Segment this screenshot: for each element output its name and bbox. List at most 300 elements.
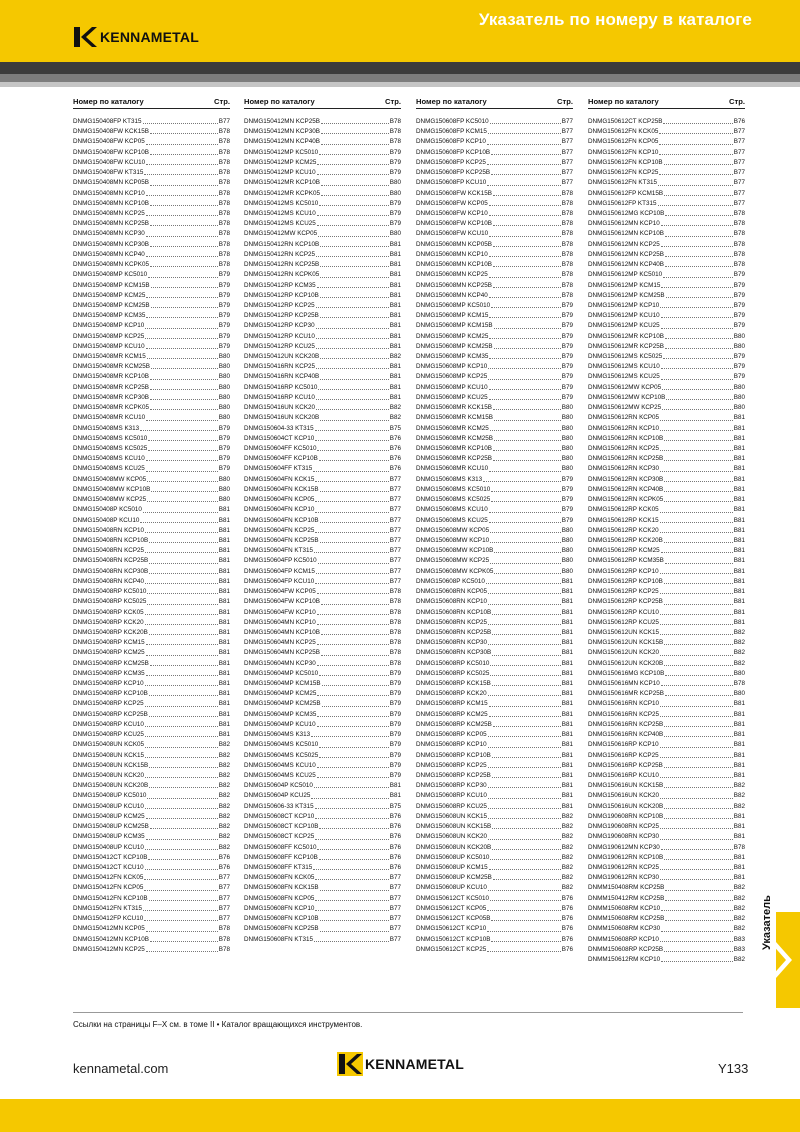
page-reference: B80: [733, 383, 745, 391]
dot-leader: [665, 229, 733, 236]
page-reference: B82: [733, 628, 745, 636]
catalog-number: DNMG150408FW KCK15B: [73, 128, 149, 136]
page-reference: B79: [389, 710, 401, 718]
index-row: [588, 659, 745, 669]
dot-leader: [660, 413, 733, 420]
dot-leader: [660, 873, 733, 880]
catalog-number: DNMG150616RN KCP10: [588, 700, 660, 708]
catalog-number: DNMG150408RN KCP10: [73, 526, 145, 534]
page-reference: B82: [733, 904, 745, 912]
dot-leader: [487, 137, 561, 144]
catalog-number: DNMG150616MR KCP25B: [588, 690, 664, 698]
page-reference: B82: [218, 802, 230, 810]
index-row: [588, 321, 745, 331]
index-row: [588, 863, 745, 873]
catalog-number: DNMM150612RM KCP10: [588, 955, 661, 963]
page-reference: B78: [561, 220, 573, 228]
index-row: [588, 362, 745, 372]
catalog-number: DNMG150412CT KCP10B: [73, 853, 148, 861]
index-row: [73, 628, 230, 638]
dot-leader: [661, 679, 733, 686]
page-reference: B79: [389, 220, 401, 228]
index-row: [73, 362, 230, 372]
catalog-number: DNMG150608RP KCM15: [416, 700, 488, 708]
page-reference: B80: [218, 414, 230, 422]
catalog-number: DNMG150408FW KCU10: [73, 158, 146, 166]
page-reference: B78: [733, 261, 745, 269]
page-reference: B77: [218, 894, 230, 902]
dot-leader: [317, 219, 389, 226]
index-row: [588, 536, 745, 546]
dot-leader: [660, 699, 733, 706]
dot-leader: [146, 669, 218, 676]
catalog-number: DNMG150608FW KCP05: [416, 199, 488, 207]
dot-leader: [316, 342, 389, 349]
catalog-number: DNMM150608RP KCP10: [588, 935, 659, 943]
index-row: [416, 699, 573, 709]
dot-leader: [489, 352, 560, 359]
index-row: [73, 516, 230, 526]
dot-leader: [146, 812, 218, 819]
dot-leader: [664, 158, 733, 165]
page-reference: B80: [733, 404, 745, 412]
index-row: [588, 832, 745, 842]
catalog-number: DNMG150416RN KCP40B: [244, 373, 320, 381]
dot-leader: [313, 464, 389, 471]
dot-leader: [664, 454, 733, 461]
catalog-number: DNMG150608RP KCP10: [416, 741, 487, 749]
page-reference: B79: [389, 669, 401, 677]
catalog-number: DNMG150608MP KCP25: [416, 373, 488, 381]
page-reference: B76: [561, 904, 573, 912]
page-reference: B79: [561, 393, 573, 401]
catalog-number: DNMG150608RN KCP30B: [416, 649, 492, 657]
page-reference: B80: [561, 536, 573, 544]
page-reference: B82: [733, 925, 745, 933]
index-row: [416, 628, 573, 638]
catalog-number: DNMG150408MW KCP10B: [73, 485, 151, 493]
index-row: [73, 117, 230, 127]
catalog-number: DNMG150608RN KCP10B: [416, 608, 492, 616]
index-row: [416, 853, 573, 863]
catalog-number: DNMG150412MP KCU10: [244, 169, 316, 177]
catalog-number: DNMG150612RP KCK20B: [588, 536, 663, 544]
catalog-number: DNMG150612MW KCP10B: [588, 393, 666, 401]
index-row: [244, 495, 401, 505]
page-reference: B81: [733, 547, 745, 555]
dot-leader: [665, 250, 733, 257]
page-reference: B76: [733, 118, 745, 125]
dot-leader: [320, 883, 389, 890]
dot-leader: [145, 618, 218, 625]
catalog-number: DNMG150412FP KCU10: [73, 915, 144, 923]
catalog-number: DNMG150612MW KCP25: [588, 404, 662, 412]
dot-leader: [317, 168, 389, 175]
dot-leader: [149, 628, 218, 635]
index-row: [244, 301, 401, 311]
dot-leader: [151, 362, 218, 369]
catalog-number: DNMG150608MP KCM35: [416, 353, 489, 361]
catalog-number: DNMG150412MR KCPK05: [244, 189, 320, 197]
index-row: [73, 434, 230, 444]
index-row: [73, 577, 230, 587]
catalog-number: DNMG150416UN KCK20B: [244, 414, 320, 422]
index-row: [416, 403, 573, 413]
page-reference: B79: [218, 332, 230, 340]
index-row: [244, 199, 401, 209]
catalog-number: DNMG150608UP KC5010: [416, 853, 490, 861]
dot-leader: [489, 464, 561, 471]
dot-leader: [660, 464, 733, 471]
catalog-number: DNMG150408MS KC5025: [73, 445, 148, 452]
catalog-number: DNMG150408RP KCM35: [73, 669, 145, 677]
index-row: [588, 699, 745, 709]
kennametal-k-icon: [72, 25, 98, 49]
dot-leader: [483, 475, 561, 482]
catalog-number: DNMG150412RN KCP25B: [244, 261, 320, 269]
catalog-number: DNMG150408RP KCM15: [73, 639, 145, 647]
catalog-number: DNMG190608RN KCP10B: [588, 812, 664, 820]
index-row: [244, 270, 401, 280]
index-row: [588, 843, 745, 853]
dot-leader: [317, 843, 388, 850]
dot-leader: [150, 178, 218, 185]
catalog-number: DNMG150408RP KCP25B: [73, 710, 148, 718]
index-row: [244, 781, 401, 791]
catalog-number: DNMG150608MN KCP05B: [416, 240, 492, 248]
catalog-number: DNMG150408UN KCK20B: [73, 782, 149, 790]
dot-leader: [660, 710, 733, 717]
index-row: [416, 516, 573, 526]
page-reference: B81: [733, 741, 745, 749]
catalog-number: DNMG150416UN KCK20: [244, 404, 316, 412]
index-row: [416, 189, 573, 199]
index-row: [416, 454, 573, 464]
page-reference: B81: [733, 516, 745, 524]
page-reference: B80: [561, 547, 573, 555]
dot-leader: [321, 137, 389, 144]
page-reference: B76: [389, 434, 401, 442]
index-row: [588, 608, 745, 618]
catalog-number: DNMG150612MG KCP10B: [588, 209, 665, 217]
page-reference: B81: [218, 659, 230, 667]
page-reference: B81: [561, 628, 573, 636]
index-row: [416, 178, 573, 188]
page-reference: B81: [389, 271, 401, 279]
catalog-number: DNMG150412MN KCP25B: [244, 118, 320, 125]
catalog-number: DNMG150408MP KCM35: [73, 312, 146, 320]
catalog-number: DNMG150608CT KCP10B: [244, 823, 319, 831]
page-reference: B81: [389, 291, 401, 299]
page-reference: B82: [218, 751, 230, 759]
catalog-number: DNMG150612RN KCPK05: [588, 496, 664, 504]
catalog-number: DNMG150604FF KT315: [244, 465, 313, 473]
catalog-number: DNMG150604MP KCM25: [244, 690, 317, 698]
side-tab-label[interactable]: Указатель: [761, 895, 773, 950]
catalog-number: DNMG150604MS KC5025: [244, 751, 319, 759]
dot-leader: [146, 342, 218, 349]
index-row: [588, 495, 745, 505]
dot-leader: [488, 587, 561, 594]
index-row: [416, 219, 573, 229]
page-reference: B81: [218, 557, 230, 565]
index-row: [416, 281, 573, 291]
dot-leader: [493, 189, 561, 196]
index-row: [244, 240, 401, 250]
dot-leader: [315, 475, 388, 482]
index-row: [244, 587, 401, 597]
index-row: [416, 372, 573, 382]
page-reference: B78: [389, 138, 401, 146]
website-link[interactable]: kennametal.com: [73, 1061, 169, 1076]
dot-leader: [318, 229, 389, 236]
catalog-number: DNMG150408MP KC5010: [73, 271, 148, 279]
catalog-number: DNMG150412CT KCU10: [73, 863, 144, 871]
index-row: [588, 168, 745, 178]
catalog-number: DNMG150612RP KCM35B: [588, 557, 664, 565]
catalog-number: DNMG150604P KCU25: [244, 792, 311, 800]
page-reference: B77: [389, 874, 401, 882]
page-reference: B77: [733, 138, 745, 146]
catalog-number: DNMG150408MR KCU10: [73, 414, 146, 422]
page-reference: B81: [389, 281, 401, 289]
page-reference: B81: [733, 414, 745, 422]
index-row: [244, 403, 401, 413]
index-row: [73, 352, 230, 362]
index-row: [73, 935, 230, 945]
dot-leader: [314, 935, 389, 942]
catalog-number: DNMG150608FP KCP25B: [416, 169, 491, 177]
page-reference: B82: [733, 955, 745, 963]
catalog-number: DNMG150608UP KCU10: [416, 884, 487, 892]
catalog-number: DNMG150412RN KCP10B: [244, 240, 320, 248]
page-reference: B77: [218, 874, 230, 882]
dot-leader: [320, 924, 389, 931]
index-row: [416, 434, 573, 444]
page-reference: B77: [389, 925, 401, 933]
page-reference: B81: [733, 772, 745, 779]
catalog-number: DNMG150608MR KCK15B: [416, 404, 492, 412]
index-row: [416, 352, 573, 362]
dot-leader: [665, 332, 733, 339]
catalog-number: DNMG150616RP KCP10: [588, 741, 659, 749]
index-row: [244, 383, 401, 393]
catalog-number: DNMG150612MN KCP25: [588, 240, 660, 248]
dot-leader: [146, 189, 218, 196]
index-row: [73, 137, 230, 147]
dot-leader: [489, 710, 561, 717]
dot-leader: [146, 250, 218, 257]
page-reference: B80: [218, 373, 230, 381]
page-reference: B82: [733, 649, 745, 657]
page-number: Y133: [718, 1061, 749, 1076]
dot-leader: [666, 291, 733, 298]
index-row: [73, 730, 230, 740]
catalog-number: DNMG150408UN KCK20: [73, 772, 145, 779]
catalog-number: DNMG150604FN KCP05: [244, 496, 315, 504]
page-reference: B78: [218, 209, 230, 217]
index-row: [416, 761, 573, 771]
catalog-number: DNMG150608RP KCU25: [416, 802, 487, 810]
page-reference: B79: [389, 741, 401, 749]
dot-leader: [145, 577, 218, 584]
dot-leader: [664, 597, 733, 604]
index-row: [588, 229, 745, 239]
dot-leader: [664, 495, 733, 502]
index-row: [416, 393, 573, 403]
dot-leader: [317, 710, 388, 717]
dot-leader: [140, 424, 218, 431]
page-reference: B81: [389, 393, 401, 401]
page-reference: B81: [561, 669, 573, 677]
dot-leader: [660, 567, 733, 574]
index-row: [73, 853, 230, 863]
column-header-page: Стр.: [385, 97, 401, 106]
catalog-number: DNMG150612RN KCP30B: [588, 475, 664, 483]
page-reference: B76: [218, 853, 230, 861]
page-reference: B77: [561, 128, 573, 136]
dot-leader: [660, 628, 733, 635]
column-header: [416, 96, 573, 109]
catalog-number: DNMG150608UN KCK20: [416, 833, 488, 841]
page-reference: B78: [561, 199, 573, 207]
page-reference: B81: [218, 567, 230, 575]
page-reference: B77: [733, 189, 745, 197]
catalog-number: DNMG190608RN KCP25: [588, 823, 660, 831]
dot-leader: [145, 679, 218, 686]
dot-leader: [315, 434, 389, 441]
dot-leader: [492, 648, 561, 655]
index-row: [244, 209, 401, 219]
catalog-number: DNMG150612RP KCM25: [588, 547, 660, 555]
page-reference: B78: [733, 843, 745, 851]
page-reference: B82: [561, 853, 573, 861]
dot-leader: [146, 638, 218, 645]
page-reference: B80: [561, 434, 573, 442]
dot-leader: [321, 127, 389, 134]
catalog-number: DNMG150612MN KCP40B: [588, 261, 664, 269]
page-reference: B82: [389, 404, 401, 412]
page-reference: B81: [733, 526, 745, 534]
dot-leader: [321, 178, 389, 185]
page-reference: B82: [733, 915, 745, 923]
index-row: [416, 863, 573, 873]
catalog-number: DNMG150608RP KCM25: [416, 710, 488, 718]
dot-leader: [488, 689, 561, 696]
dot-leader: [147, 475, 218, 482]
page-reference: B77: [389, 567, 401, 575]
dot-leader: [489, 270, 561, 277]
index-row: [244, 832, 401, 842]
catalog-number: DNMG150408MR KCP25B: [73, 383, 149, 391]
page-reference: B80: [389, 179, 401, 187]
index-row: [244, 904, 401, 914]
index-row: [588, 761, 745, 771]
index-row: [416, 168, 573, 178]
catalog-number: DNMG150604FN KCK15: [244, 475, 315, 483]
dot-leader: [146, 924, 218, 931]
catalog-number: DNMG150612RP KCU10: [588, 608, 659, 616]
catalog-number: DNMG150612FN KCP05: [588, 138, 659, 146]
footnote: Ссылки на страницы F–X см. в томе II • Каталог вращающихся инструментов.: [73, 1020, 363, 1029]
dot-leader: [660, 587, 733, 594]
page-reference: B81: [561, 741, 573, 749]
page-reference: B77: [389, 516, 401, 524]
page-reference: B81: [218, 547, 230, 555]
index-row: [588, 434, 745, 444]
dot-leader: [661, 321, 733, 328]
catalog-number: DNMG150604FP KCM15: [244, 567, 315, 575]
index-row: [73, 863, 230, 873]
side-tab-arrow-icon[interactable]: [752, 912, 800, 1008]
dot-leader: [144, 873, 217, 880]
dot-leader: [316, 301, 389, 308]
catalog-number: DNMG150612FN KT315: [588, 179, 657, 187]
index-row: [73, 771, 230, 781]
index-row: [416, 117, 573, 127]
page-reference: B81: [218, 628, 230, 636]
page-reference: B78: [218, 220, 230, 228]
catalog-number: DNMG150612CT KCP25B: [588, 118, 663, 125]
dot-leader: [145, 332, 217, 339]
page-reference: B81: [218, 690, 230, 698]
page-reference: B82: [733, 792, 745, 800]
catalog-number: DNMG150608UP KCM15: [416, 863, 488, 871]
catalog-number: DNMG150616RN KCP25B: [588, 720, 664, 728]
index-row: [73, 219, 230, 229]
catalog-number: DNMG150608P KC5010: [416, 577, 485, 585]
page-reference: B77: [389, 506, 401, 514]
catalog-number: DNMG150408RP KC5025: [73, 598, 147, 606]
page-reference: B78: [733, 240, 745, 248]
index-row: [244, 924, 401, 934]
page-reference: B81: [218, 588, 230, 596]
catalog-number: DNMG150608MW KCP25: [416, 557, 490, 565]
catalog-number: DNMG150412MR KCP10B: [244, 179, 320, 187]
catalog-number: DNMG150608MN KCP40: [416, 291, 488, 299]
catalog-number: DNMG150408RP KC5010: [73, 588, 147, 596]
catalog-number: DNMG150412MN KCP05: [73, 925, 145, 933]
page-reference: B78: [561, 189, 573, 197]
index-row: [588, 618, 745, 628]
dot-leader: [492, 751, 561, 758]
index-row: [416, 342, 573, 352]
dot-leader: [490, 669, 560, 676]
index-row: [588, 587, 745, 597]
page-reference: B78: [561, 250, 573, 258]
catalog-number: DNMG150612MR KCP10B: [588, 332, 664, 340]
page-reference: B81: [561, 690, 573, 698]
page-reference: B78: [733, 230, 745, 238]
dot-leader: [660, 648, 733, 655]
index-row: [244, 761, 401, 771]
page-reference: B81: [733, 731, 745, 739]
page-reference: B82: [733, 884, 745, 892]
page-reference: B75: [389, 802, 401, 810]
index-row: [588, 924, 745, 934]
page-reference: B81: [561, 639, 573, 647]
page-reference: B78: [389, 649, 401, 657]
page-reference: B79: [733, 301, 745, 309]
page-reference: B81: [389, 373, 401, 381]
page-reference: B79: [561, 332, 573, 340]
dot-leader: [487, 904, 561, 911]
index-row: [416, 710, 573, 720]
page-reference: B82: [218, 761, 230, 769]
catalog-number: DNMG150408MP KCM25: [73, 291, 146, 299]
catalog-number: DNMG150612CT KCP25: [416, 945, 487, 953]
catalog-number: DNMG150612UN KCK20: [588, 649, 660, 657]
